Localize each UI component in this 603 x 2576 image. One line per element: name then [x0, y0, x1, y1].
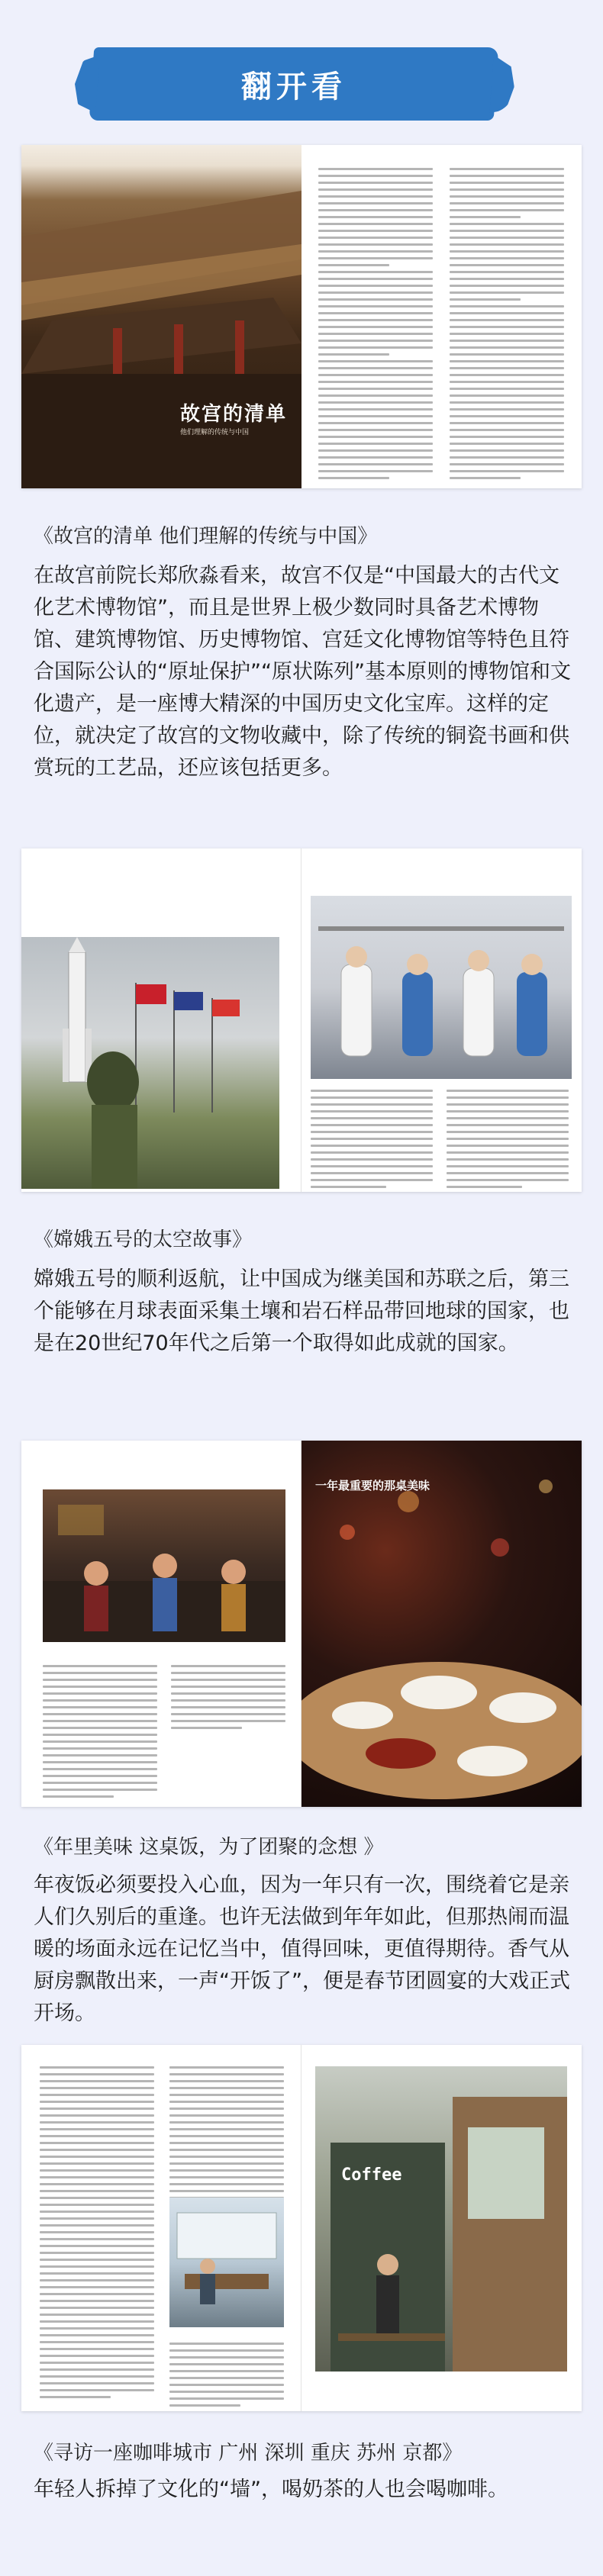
text-column	[169, 2066, 284, 2217]
book-1-text-page	[302, 145, 582, 488]
text-column	[171, 1665, 285, 1734]
text-column	[447, 1090, 569, 1192]
book-2-right-page	[302, 848, 582, 1192]
header-banner	[89, 47, 499, 121]
astronauts-illustration	[311, 896, 572, 1079]
book-1-description: 在故宫前院长郑欣淼看来，故宫不仅是“中国最大的古代文化艺术博物馆”，而且是世界上极少数同时具备艺术博物馆、建筑博物馆、历史博物馆、宫廷文化博物馆等特色且符合国际公认的“原址保护”“原状陈列”基本原则的博物馆和文化遗产，是一座博大精深的中国历史文化宝库。这样的定位，就决定了故宫的文物收藏中，除了传统的铜瓷书画和供赏玩的工艺品，还应该包括更多。	[34, 564, 571, 780]
rocket-illustration	[21, 937, 279, 1189]
book-3-left-page	[21, 1441, 302, 1807]
book-spread-2	[21, 848, 582, 1192]
astronaut-training-photo	[311, 896, 572, 1079]
street-cafe-photo	[315, 2066, 567, 2372]
book-spread-3	[21, 1441, 582, 1807]
street-cafe-illustration	[315, 2066, 567, 2372]
book-1-cover-title: 故宫的清单	[180, 403, 288, 426]
book-3-photo-heading: 一年最重要的那桌美味	[315, 1479, 430, 1492]
book-4-left-page	[21, 2045, 302, 2411]
book-3-title: 《年里美味 这桌饭，为了团聚的念想 》	[34, 1836, 384, 1859]
book-3-right-page	[302, 1441, 582, 1807]
rocket-launch-photo	[21, 937, 279, 1189]
text-column	[43, 1665, 157, 1802]
book-2-description: 嫦娥五号的顺利返航，让中国成为继美国和苏联之后，第三个能够在月球表面采集土壤和岩石样品带回地球的国家，也是在20世纪70年代之后第一个取得如此成就的国家。	[34, 1267, 569, 1355]
book-4-description: 年轻人拆掉了文化的“墙”，喝奶茶的人也会喝咖啡。	[34, 2478, 508, 2501]
cafe-interior-photo	[169, 2198, 284, 2327]
dinner-table-photo	[302, 1441, 582, 1807]
book-spread-4	[21, 2045, 582, 2411]
book-1-cover-page	[21, 145, 302, 488]
coffee-shop-sign: Coffee	[341, 2165, 402, 2185]
book-2-title: 《嫦娥五号的太空故事》	[34, 1228, 253, 1251]
book-1-cover-subtitle: 他们理解的传统与中国	[180, 429, 250, 436]
text-column	[311, 1090, 433, 1192]
dinner-illustration	[302, 1441, 582, 1807]
kitchen-photo	[43, 1489, 285, 1642]
book-4-title: 《寻访一座咖啡城市 广州 深圳 重庆 苏州 京都》	[34, 2442, 463, 2465]
text-column	[318, 168, 433, 484]
cafe-interior-illustration	[169, 2198, 284, 2327]
kitchen-illustration	[43, 1489, 285, 1642]
text-column	[40, 2066, 154, 2403]
text-column	[169, 2343, 284, 2411]
book-3-description: 年夜饭必须要投入心血，因为一年只有一次，围绕着它是亲人们久别后的重逢。也许无法做到年年如此，但那热闹而温暖的场面永远在记忆当中，值得回味，更值得期待。香气从厨房飘散出来，一声“开饭了”，便是春节团圆宴的大戏正式开场。	[34, 1873, 570, 2025]
book-4-right-page	[302, 2045, 582, 2411]
book-spread-1	[21, 145, 582, 488]
book-2-left-page	[21, 848, 302, 1192]
header	[0, 0, 603, 130]
text-column	[450, 168, 564, 484]
book-1-title: 《故宫的清单 他们理解的传统与中国》	[34, 525, 378, 548]
header-title: 翻开看	[241, 69, 347, 105]
